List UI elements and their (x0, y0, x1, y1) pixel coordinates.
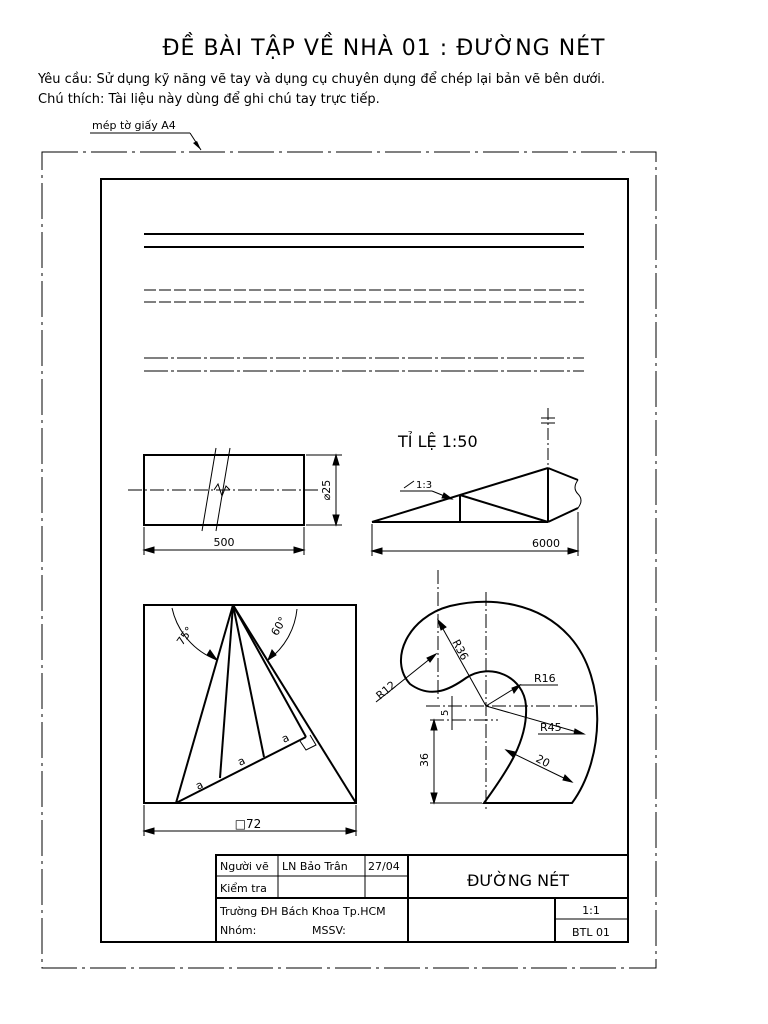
scale-value: 1:1 (582, 904, 600, 917)
drawn-by-label: Người vẽ (220, 860, 269, 873)
drawing-title: ĐƯỜNG NÉT (466, 871, 570, 890)
group-label: Nhóm: (220, 924, 257, 937)
page-title: ĐỀ BÀI TẬP VỀ NHÀ 01 : ĐƯỜNG NÉT (162, 36, 606, 61)
edge-label-a1: a (193, 778, 206, 793)
truss-span-label: 6000 (532, 537, 560, 550)
r45-label: R45 (540, 721, 562, 734)
r16-label: R16 (534, 672, 556, 685)
paper-edge-label: mép tờ giấy A4 (92, 119, 176, 132)
pyramid-base-label: □72 (234, 817, 262, 831)
requirement-text: Yêu cầu: Sử dụng kỹ năng vẽ tay và dụng cụ chuyên dụng để chép lại bản vẽ bên dưới. (38, 72, 606, 87)
shaft-drawing (128, 448, 342, 555)
edge-label-a2: a (235, 754, 248, 769)
slope-label: 1:3 (416, 480, 433, 491)
truss-drawing (372, 408, 581, 556)
title-block (216, 855, 628, 942)
paper-edge (42, 152, 656, 968)
checked-label: Kiểm tra (220, 882, 267, 895)
school-name: Trường ĐH Bách Khoa Tp.HCM (220, 905, 386, 918)
shaft-length-label: 500 (213, 536, 235, 549)
date-value: 27/04 (368, 860, 400, 873)
offset-5-label: 5 (440, 709, 451, 716)
r12-label: R12 (373, 678, 399, 703)
edge-label-a3: a (279, 731, 292, 746)
width-20-label: 20 (533, 752, 553, 771)
drawing-frame (101, 179, 628, 942)
angle-60-label: 60° (268, 614, 290, 638)
student-id-label: MSSV: (312, 924, 346, 937)
drawn-by-value: LN Bảo Trân (282, 860, 348, 873)
note-text: Chú thích: Tài liệu này dùng để ghi chú tay trực tiếp. (38, 92, 380, 107)
height-36-label: 36 (418, 753, 431, 767)
line-samples (144, 234, 584, 371)
hook-drawing (373, 570, 597, 812)
sheet-code: BTL 01 (572, 926, 610, 939)
scale-label: TỈ LỆ 1:50 (398, 432, 478, 451)
r36-label: R36 (449, 637, 471, 663)
angle-75-label: 75° (174, 624, 197, 648)
shaft-diameter-label: ⌀25 (320, 479, 333, 501)
